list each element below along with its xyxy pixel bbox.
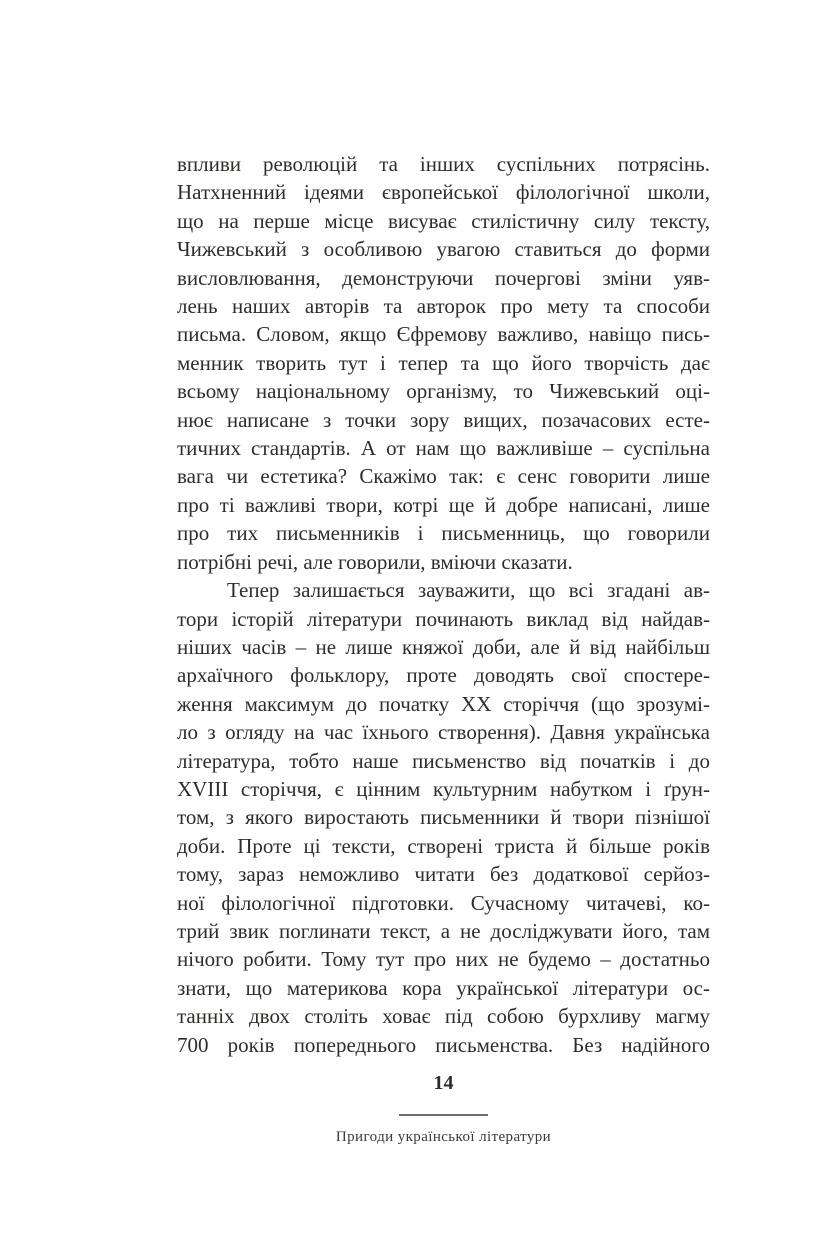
text-line: тому, зараз неможливо читати без додаткової серйоз- [177, 862, 710, 887]
text-line: доби. Проте ці тексти, створені триста й більше років [177, 833, 710, 858]
text-line: менник творить тут і тепер та що його творчість дає [177, 350, 710, 375]
text-line: про тих письменників і письменниць, що говорили [177, 521, 710, 546]
text-line: ної філологічної підготовки. Сучасному читачеві, ко- [177, 890, 710, 915]
text-line: танніх двох століть ховає під собою бурхливу магму [177, 1004, 710, 1029]
text-line: потрібні речі, але говорили, вміючи сказати. [177, 549, 573, 574]
text-line: висловлювання, демонструючи почергові зміни уяв- [177, 265, 710, 290]
page-number: 14 [433, 1072, 454, 1094]
text-line: знати, що материкова кора української літератури ос- [177, 975, 710, 1000]
text-line: нює написане з точки зору вищих, позачасових есте- [177, 407, 710, 432]
running-title: Пригоди української літератури [335, 1129, 552, 1145]
text-line: Тепер залишається зауважити, що всі згадані ав- [227, 578, 710, 603]
text-line: ло з огляду на час їхнього створення). Давня українська [177, 720, 710, 745]
text-line: ження максимум до початку XX сторіччя (що зрозумі- [177, 691, 710, 716]
text-line: лень наших авторів та авторок про мету та способи [177, 294, 710, 319]
text-line: XVIII сторіччя, є цінним культурним набутком і ґрун- [177, 776, 710, 801]
text-line: 700 років попереднього письменства. Без надійного [177, 1032, 710, 1057]
text-line: тичних стандартів. А от нам що важливіше – суспільна [177, 436, 710, 461]
text-line: література, тобто наше письменство від початків і до [177, 748, 710, 773]
text-line: про ті важливі твори, котрі ще й добре написані, лише [177, 492, 710, 517]
text-line: Натхненний ідеями європейської філологічної школи, [177, 180, 710, 205]
body-text [177, 150, 710, 1059]
text-line: архаїчного фольклору, проте доводять свої спостере- [177, 663, 710, 688]
text-line: письма. Словом, якщо Єфремову важливо, навіщо пись- [177, 322, 710, 347]
text-line: нічого робити. Тому тут про них не будемо – достатньо [177, 947, 710, 972]
text-line: тори історій літератури починають виклад від найдав- [177, 606, 710, 631]
text-line: всьому національному організму, то Чижевський оці- [177, 379, 710, 404]
text-line: Чижевський з особливою увагою ставиться до форми [177, 237, 710, 262]
text-line: трий звик поглинати текст, а не досліджувати його, там [177, 918, 710, 943]
text-line: ніших часів – не лише княжої доби, але й від найбільш [177, 634, 710, 659]
footer-rule [399, 1114, 488, 1116]
text-line: впливи революцій та інших суспільних потрясінь. [177, 152, 710, 176]
text-line: том, з якого виростають письменники й твори пізнішої [177, 805, 710, 830]
text-line: що на перше місце висуває стилістичну силу тексту, [177, 208, 710, 233]
page-footer [177, 1068, 710, 1146]
text-line: вага чи естетика? Скажімо так: є сенс говорити лише [177, 464, 710, 489]
